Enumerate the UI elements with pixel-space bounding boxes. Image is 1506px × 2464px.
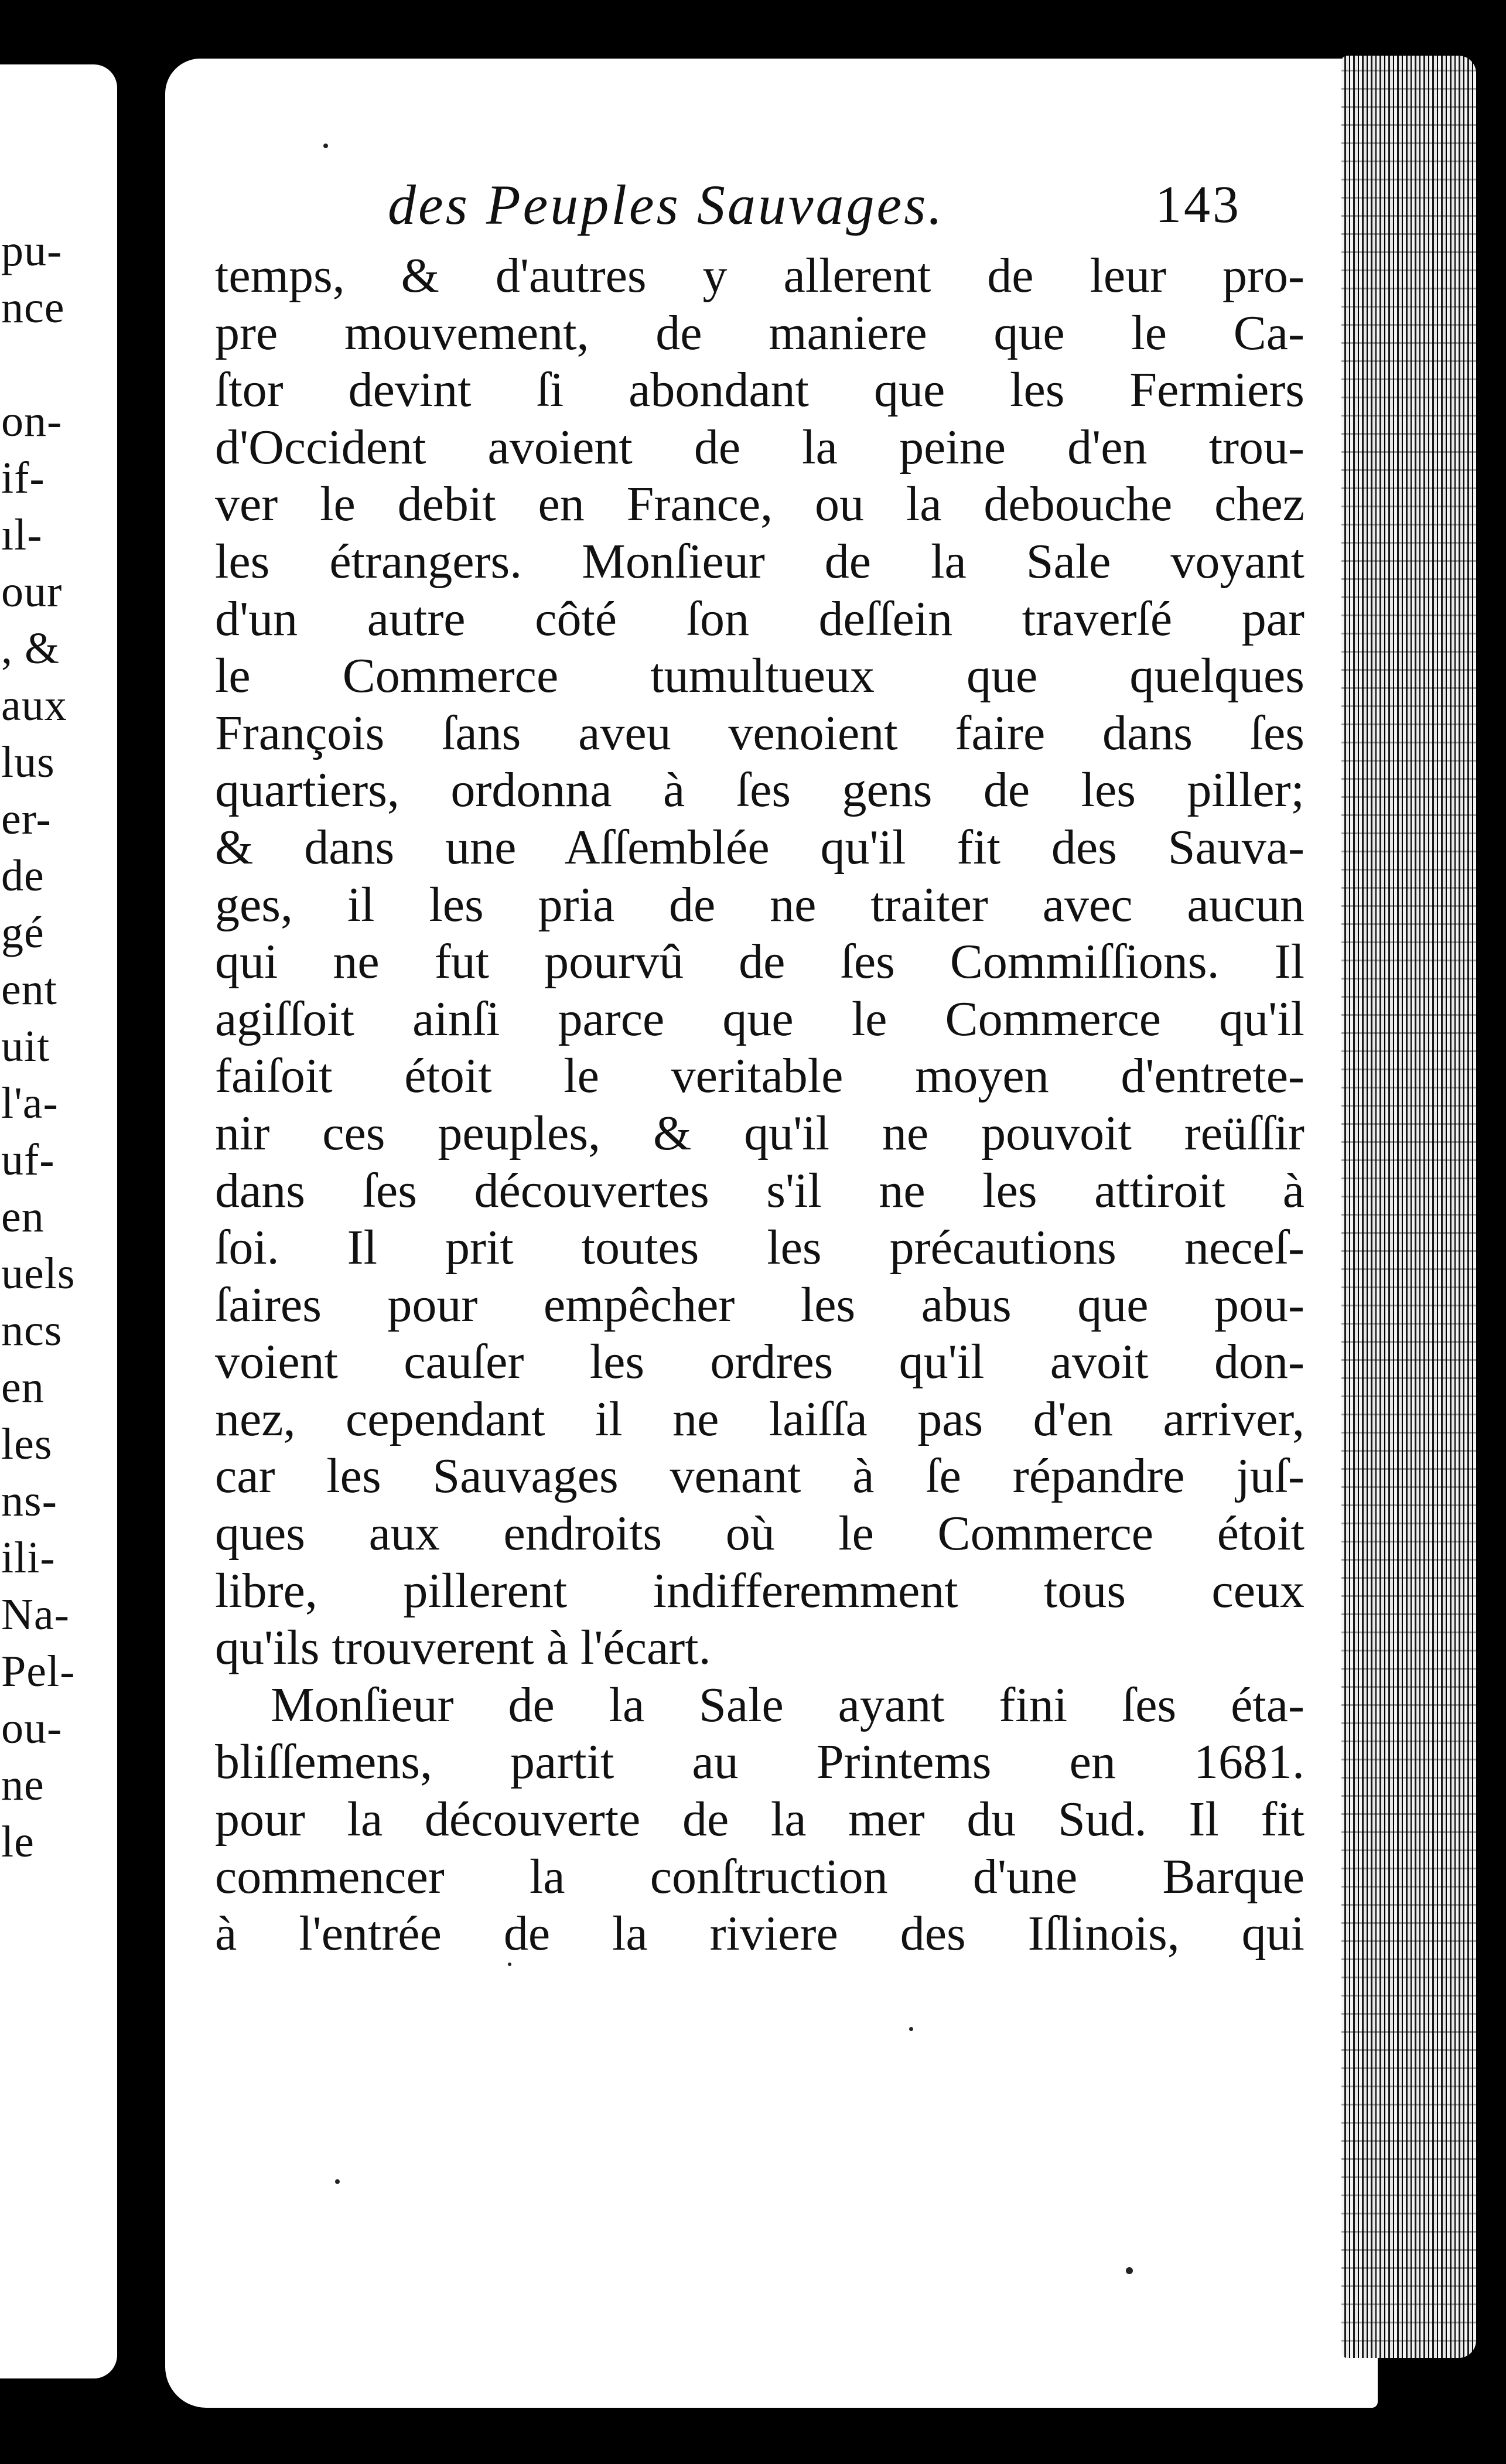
dust-speck [909, 2027, 913, 2031]
text-line: nir ces peuples, & qu'il ne pouvoit reüſſir [215, 1105, 1304, 1161]
text-line: pre mouvement, de maniere que le Ca- [215, 305, 1304, 360]
dust-speck [508, 1963, 511, 1966]
book-page [165, 59, 1378, 2408]
page-number: 143 [1155, 176, 1241, 234]
text-line: dans ſes découvertes s'il ne les attiroit à [215, 1163, 1304, 1218]
line-fragment: ent [1, 965, 57, 1014]
line-fragment: en [1, 1192, 45, 1241]
page-edges [1341, 56, 1476, 2358]
text-line: pour la découverte de la mer du Sud. Il fit [215, 1792, 1304, 1847]
line-fragment: en [1, 1363, 45, 1412]
line-fragment: ili- [1, 1533, 56, 1582]
text-line: d'un autre côté ſon deſſein traverſé par [215, 591, 1304, 646]
text-line: d'Occident avoient de la peine d'en trou- [215, 419, 1304, 475]
line-fragment: Pel- [1, 1647, 76, 1696]
line-fragment: ne [1, 1760, 45, 1810]
text-line: bliſſemens, partit au Printems en 1681. [215, 1735, 1304, 1790]
line-fragment: l'a- [1, 1079, 59, 1128]
text-line: & dans une Aſſemblée qu'il fit des Sauva- [215, 820, 1304, 875]
text-line: nez, cependant il ne laiſſa pas d'en arriver, [215, 1391, 1304, 1446]
line-fragment [0, 336, 75, 393]
line-fragment: les [1, 1419, 53, 1469]
line-fragment: on- [1, 397, 63, 446]
line-fragment: nce [1, 283, 65, 332]
line-fragment: Na- [1, 1590, 70, 1639]
line-fragment: ou- [1, 1704, 63, 1753]
line-fragment: de [1, 851, 45, 900]
line-fragment: uels [1, 1249, 76, 1298]
dust-speck [335, 2179, 340, 2184]
dust-speck [323, 144, 328, 148]
text-line: les étrangers. Monſieur de la Sale voyant [215, 534, 1304, 589]
paragraph-start-line: Monſieur de la Sale ayant fini ſes éta- [271, 1677, 1304, 1732]
line-fragment: le [1, 1817, 35, 1866]
line-fragment: ıl- [1, 510, 43, 559]
line-fragment: er- [1, 794, 52, 844]
text-line: quartiers, ordonna à ſes gens de les piller; [215, 763, 1304, 818]
text-line: François ſans aveu venoient faire dans ſes [215, 705, 1304, 760]
running-title: des Peuples Sauvages. [388, 173, 945, 236]
text-line: libre, pillerent indifferemment tous ceux [215, 1563, 1304, 1618]
line-fragment: gé [1, 908, 45, 957]
paragraph-end-line: qu'ils trouverent à l'écart. [215, 1620, 711, 1675]
text-line: voient cauſer les ordres qu'il avoit don- [215, 1335, 1304, 1390]
line-fragment: if- [1, 453, 45, 503]
text-line: commencer la conſtruction d'une Barque [215, 1849, 1304, 1904]
text-line: qui ne fut pourvû de ſes Commiſſions. Il [215, 934, 1304, 989]
text-line: ques aux endroits où le Commerce étoit [215, 1506, 1304, 1561]
text-line: temps, & d'autres y allerent de leur pro- [215, 248, 1304, 303]
running-head [165, 170, 1378, 240]
line-fragment: pu- [1, 226, 63, 275]
previous-page-line-endings [0, 223, 75, 1871]
line-fragment: uit [1, 1022, 50, 1071]
text-line: ſtor devint ſi abondant que les Fermiers [215, 363, 1304, 418]
text-line: ver le debit en France, ou la debouche chez [215, 477, 1304, 532]
line-fragment: , & [1, 624, 60, 673]
line-fragment: ncs [1, 1306, 63, 1355]
body-text [215, 247, 1304, 1963]
line-fragment: lus [1, 738, 55, 787]
text-line: à l'entrée de la riviere des Iſlinois, qui [215, 1906, 1304, 1961]
line-fragment: aux [1, 681, 67, 730]
dust-speck [1126, 2267, 1133, 2274]
text-line: ſoi. Il prit toutes les précautions neceſ- [215, 1220, 1304, 1275]
text-line: ſaires pour empêcher les abus que pou- [215, 1277, 1304, 1332]
line-fragment: uf- [1, 1135, 55, 1185]
text-line: agiſſoit ainſi parce que le Commerce qu'il [215, 991, 1304, 1046]
text-line: faiſoit étoit le veritable moyen d'entrete- [215, 1049, 1304, 1104]
text-line: le Commerce tumultueux que quelques [215, 649, 1304, 704]
text-line: car les Sauvages venant à ſe répandre juſ- [215, 1449, 1304, 1504]
line-fragment: our [1, 567, 63, 616]
text-line: ges, il les pria de ne traiter avec aucun [215, 877, 1304, 932]
previous-page-edge [0, 64, 117, 2378]
line-fragment: ns- [1, 1476, 57, 1526]
